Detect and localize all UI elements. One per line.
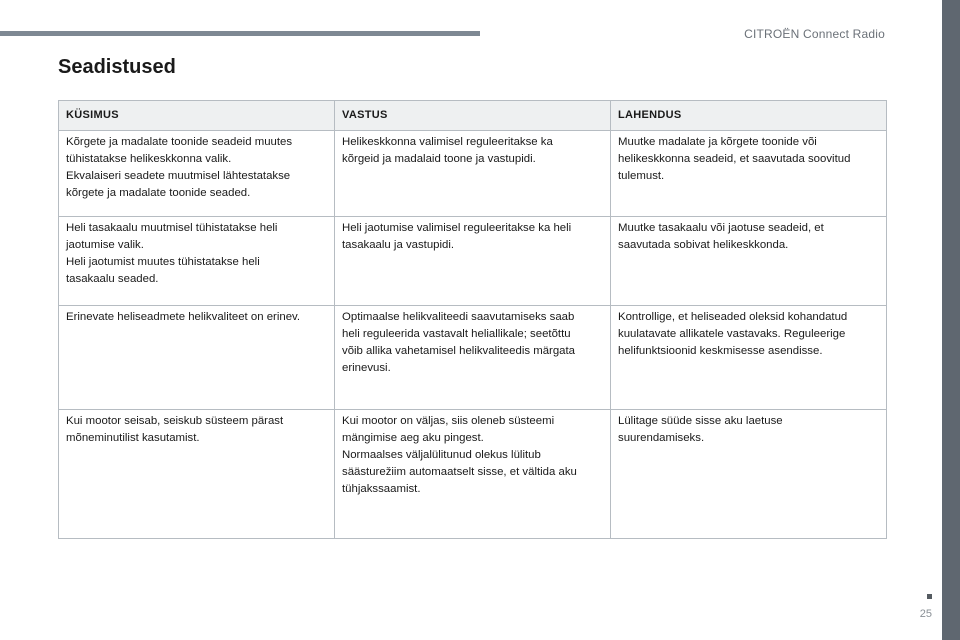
cell-line: tühistatakse helikeskkonna valik.: [66, 153, 232, 165]
cell-line: suurendamiseks.: [618, 432, 705, 444]
table-row: [59, 410, 887, 539]
table-row: [59, 217, 887, 306]
cell-line: kõrgeid ja madalaid toone ja vastupidi.: [342, 153, 536, 165]
side-strip: [942, 0, 960, 640]
cell-line: saavutada sobivat helikeskkonda.: [618, 239, 789, 251]
cell-line: Heli jaotumise valimisel reguleeritakse ka heli: [342, 222, 572, 234]
page-title: Seadistused: [58, 56, 176, 78]
question-cell: [59, 410, 335, 539]
brand-header: CITROËN Connect Radio: [744, 27, 885, 41]
solution-cell: [611, 410, 887, 539]
solution-cell: [611, 306, 887, 410]
page-marker-icon: [927, 594, 932, 599]
solution-cell: [611, 217, 887, 306]
answer-cell: [335, 217, 611, 306]
cell-line: jaotumise valik.: [66, 239, 144, 251]
cell-line: Lülitage süüde sisse aku laetuse: [618, 415, 783, 427]
cell-line: Erinevate heliseadmete helikvaliteet on erinev.: [66, 311, 301, 323]
table-header-row: [59, 101, 887, 131]
column-header-question: KÜSIMUS: [59, 101, 335, 131]
cell-line: Optimaalse helikvaliteedi saavutamiseks saab: [342, 311, 575, 323]
column-header-solution: LAHENDUS: [611, 101, 887, 131]
column-header-answer: VASTUS: [335, 101, 611, 131]
cell-line: Heli tasakaalu muutmisel tühistatakse heli: [66, 222, 278, 234]
table-row: [59, 306, 887, 410]
cell-line: helifunktsioonid keskmisesse asendisse.: [618, 345, 823, 357]
header-accent-bar: [0, 31, 480, 36]
cell-line: Normaalses väljalülitunud olekus lülitub: [342, 449, 541, 461]
cell-line: mõneminutilist kasutamist.: [66, 432, 200, 444]
answer-cell: [335, 410, 611, 539]
question-cell: [59, 131, 335, 217]
cell-line: Kui mootor on väljas, siis oleneb süsteemi: [342, 415, 555, 427]
cell-line: Heli jaotumist muutes tühistatakse heli: [66, 256, 260, 268]
cell-line: Helikeskkonna valimisel reguleeritakse ka: [342, 136, 553, 148]
cell-line: Muutke tasakaalu või jaotuse seadeid, et: [618, 222, 824, 234]
table-row: [59, 131, 887, 217]
cell-line: tasakaalu seaded.: [66, 273, 159, 285]
cell-line: helikeskkonna seadeid, et saavutada soovitud: [618, 153, 851, 165]
question-cell: [59, 306, 335, 410]
cell-line: Ekvalaiseri seadete muutmisel lähtestatakse: [66, 170, 291, 182]
page-number: 25: [919, 608, 932, 620]
faq-table: [58, 100, 887, 539]
cell-line: tulemust.: [618, 170, 665, 182]
solution-cell: [611, 131, 887, 217]
cell-line: tasakaalu ja vastupidi.: [342, 239, 455, 251]
answer-cell: [335, 131, 611, 217]
cell-line: tühjakssaamist.: [342, 483, 421, 495]
cell-line: võib allika vahetamisel helikvaliteedis märgata: [342, 345, 575, 357]
cell-line: Kontrollige, et heliseaded oleksid kohandatud: [618, 311, 848, 323]
cell-line: mängimise aeg aku pingest.: [342, 432, 484, 444]
cell-line: kuulatavate allikatele vastavaks. Reguleerige: [618, 328, 846, 340]
cell-line: kõrgete ja madalate toonide seaded.: [66, 187, 251, 199]
cell-line: säästurežiim automaatselt sisse, et vältida aku: [342, 466, 577, 478]
cell-line: Muutke madalate ja kõrgete toonide või: [618, 136, 817, 148]
cell-line: heli reguleerida vastavalt heliallikale; seetõttu: [342, 328, 571, 340]
answer-cell: [335, 306, 611, 410]
cell-line: Kui mootor seisab, seiskub süsteem pärast: [66, 415, 284, 427]
question-cell: [59, 217, 335, 306]
cell-line: erinevusi.: [342, 362, 391, 374]
cell-line: Kõrgete ja madalate toonide seadeid muutes: [66, 136, 293, 148]
